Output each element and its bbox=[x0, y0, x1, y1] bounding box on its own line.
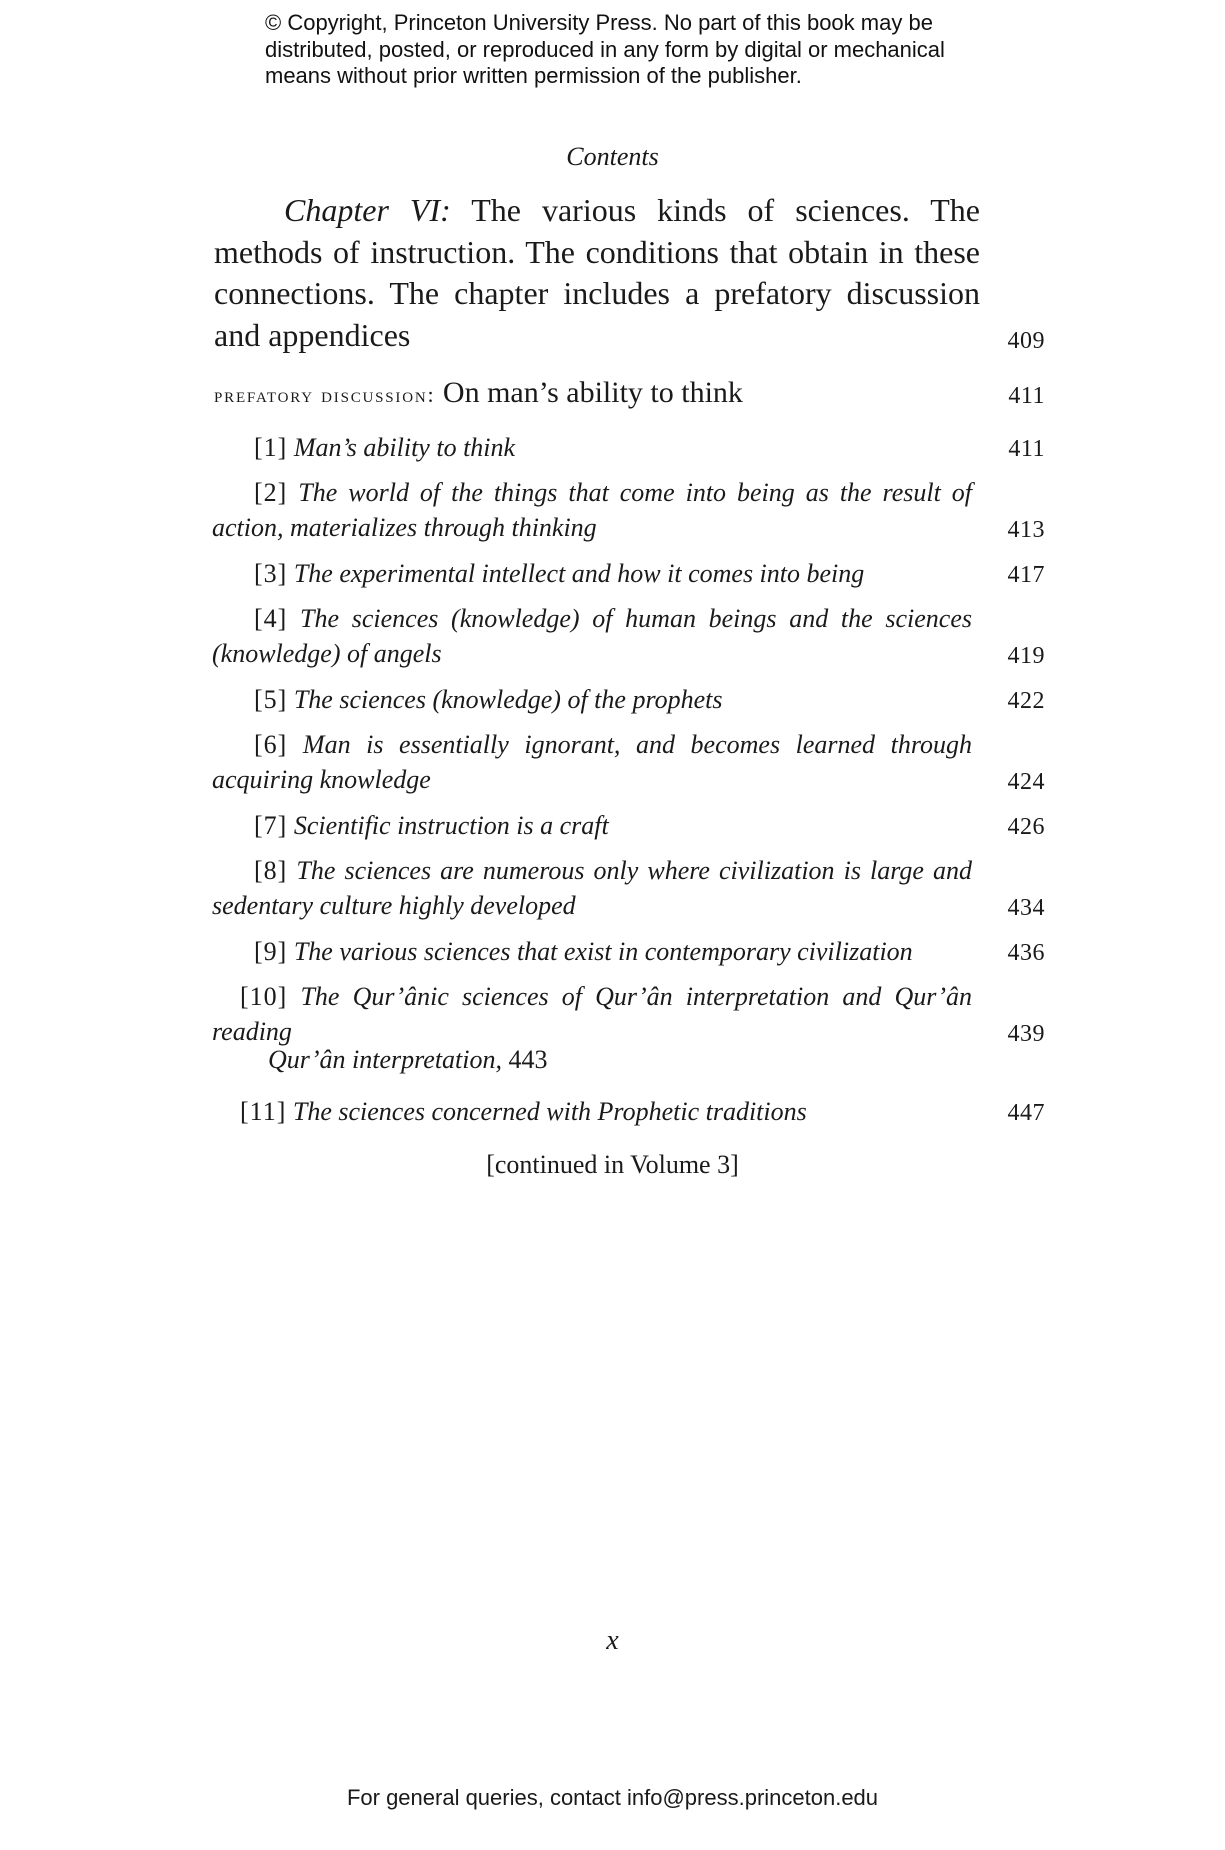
entry-page-number: 434 bbox=[1007, 895, 1045, 921]
toc-entry bbox=[212, 682, 972, 717]
copyright-notice bbox=[265, 10, 1005, 90]
chapter-heading bbox=[214, 190, 980, 356]
entry-page-number: 417 bbox=[1007, 562, 1045, 588]
prefatory-label: prefatory discussion: bbox=[214, 382, 436, 407]
entry-page-number: 413 bbox=[1007, 517, 1045, 543]
entry-number: [9] bbox=[254, 937, 288, 966]
entry-page-number: 426 bbox=[1007, 814, 1045, 840]
toc-entry bbox=[212, 601, 972, 671]
contents-title: Contents bbox=[566, 142, 659, 171]
sub-entry-page-number: 443 bbox=[508, 1045, 548, 1074]
toc-entry bbox=[212, 727, 972, 797]
toc-entry bbox=[212, 1094, 972, 1129]
chapter-label: Chapter VI: bbox=[284, 192, 451, 228]
toc-entry bbox=[212, 430, 972, 465]
entry-page-number: 411 bbox=[1008, 436, 1045, 462]
entry-page-number: 424 bbox=[1007, 769, 1045, 795]
toc-entry bbox=[212, 853, 972, 923]
toc-entry bbox=[212, 934, 972, 969]
entry-number: [10] bbox=[240, 982, 288, 1011]
copyright-line: © Copyright, Princeton University Press. No part of this book may be bbox=[265, 10, 933, 35]
entry-number: [1] bbox=[254, 433, 288, 462]
chapter-title: The various kinds of sciences. The methods of instruction. The conditions that obtain in these connections. The chapter includes a prefatory discussion and appendices bbox=[214, 192, 981, 353]
entry-page-number: 422 bbox=[1007, 688, 1045, 714]
entry-title: The sciences (knowledge) of the prophets bbox=[293, 685, 723, 714]
sub-entry-title: Qur’ân interpretation, bbox=[268, 1045, 502, 1074]
prefatory-discussion bbox=[214, 376, 934, 410]
entry-page-number: 447 bbox=[1007, 1100, 1045, 1126]
entry-title: The Qur’ânic sciences of Qur’ân interpretation and Qur’ân reading bbox=[212, 982, 973, 1046]
entry-number: [3] bbox=[254, 559, 288, 588]
entry-title: The sciences concerned with Prophetic traditions bbox=[292, 1097, 807, 1126]
copyright-line: distributed, posted, or reproduced in any form by digital or mechanical bbox=[265, 36, 945, 62]
prefatory-page-number: 411 bbox=[1008, 383, 1045, 409]
continued-note: [continued in Volume 3] bbox=[486, 1150, 739, 1179]
entry-title: Scientific instruction is a craft bbox=[293, 811, 609, 840]
folio-page-number: x bbox=[606, 1625, 619, 1656]
entry-number: [6] bbox=[254, 730, 288, 759]
entry-number: [7] bbox=[254, 811, 288, 840]
prefatory-title: On man’s ability to think bbox=[435, 376, 743, 409]
entry-title: The experimental intellect and how it comes into being bbox=[293, 559, 865, 588]
copyright-line: means without prior written permission of the publisher. bbox=[265, 63, 802, 88]
entry-title: The world of the things that come into being as the result of action, materializes through thinking bbox=[212, 478, 972, 542]
footer-contact: For general queries, contact info@press.princeton.edu bbox=[346, 1785, 879, 1810]
entry-title: The sciences are numerous only where civilization is large and sedentary culture highly developed bbox=[212, 856, 972, 920]
entry-number: [4] bbox=[254, 604, 288, 633]
toc-entry bbox=[212, 808, 972, 843]
toc-entry bbox=[212, 979, 972, 1049]
entry-page-number: 419 bbox=[1007, 643, 1045, 669]
entry-number: [8] bbox=[254, 856, 288, 885]
entry-title: The sciences (knowledge) of human beings and the sciences (knowledge) of angels bbox=[212, 604, 973, 668]
entry-title: Man’s ability to think bbox=[293, 433, 516, 462]
entry-number: [5] bbox=[254, 685, 288, 714]
chapter-page-number: 409 bbox=[1007, 328, 1045, 354]
entry-page-number: 439 bbox=[1007, 1021, 1045, 1047]
entry-page-number: 436 bbox=[1007, 940, 1045, 966]
toc-entry bbox=[212, 475, 972, 545]
toc-sub-entry bbox=[268, 1045, 548, 1075]
toc-entry bbox=[212, 556, 972, 591]
entry-title: Man is essentially ignorant, and becomes learned through acquiring knowledge bbox=[212, 730, 973, 794]
entry-number: [11] bbox=[240, 1097, 287, 1126]
entry-title: The various sciences that exist in contemporary civilization bbox=[293, 937, 913, 966]
entry-number: [2] bbox=[254, 478, 288, 507]
